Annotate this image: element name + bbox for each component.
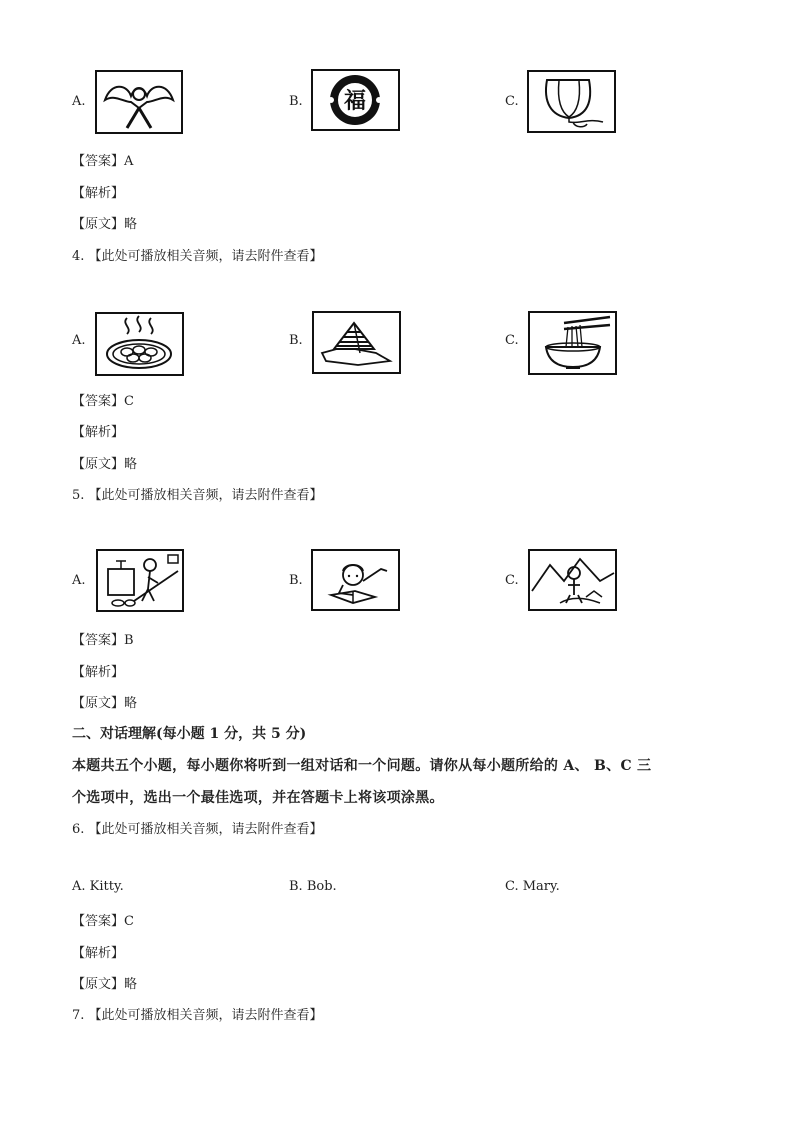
fu-papercut-icon (311, 69, 400, 131)
q4-answer: 【答案】C (72, 394, 134, 409)
q4-option-b-label: B. (289, 333, 303, 348)
q6-analysis: 【解析】 (72, 946, 125, 961)
q6-prompt: 6. 【此处可播放相关音频，请去附件查看】 (72, 822, 323, 837)
q5-prompt: 5. 【此处可播放相关音频，请去附件查看】 (72, 488, 323, 503)
section-instructions-line2: 个选项中，选出一个最佳选项，并在答题卡上将该项涂黑。 (72, 790, 444, 806)
q5-answer: 【答案】B (72, 633, 134, 648)
reading-book-icon (311, 549, 400, 611)
svg-text:福: 福 (343, 88, 367, 114)
noodles-icon (528, 311, 617, 375)
sandwich-icon (312, 311, 401, 374)
q4-original: 【原文】略 (72, 457, 138, 472)
dumplings-icon (95, 312, 184, 376)
q6-option-b: B. Bob. (289, 879, 337, 894)
q4-option-c-label: C. (505, 333, 519, 348)
q3-option-b-label: B. (289, 94, 303, 109)
sweeping-floor-icon (96, 549, 184, 612)
kite-icon (95, 70, 183, 134)
section-title: 二、对话理解(每小题 1 分，共 5 分) (72, 726, 307, 742)
q4-analysis: 【解析】 (72, 425, 125, 440)
q5-option-a-label: A. (72, 573, 86, 588)
q3-original: 【原文】略 (72, 217, 138, 232)
q3-analysis: 【解析】 (72, 186, 125, 201)
q4-option-a-label: A. (72, 333, 86, 348)
lantern-icon (527, 70, 616, 133)
q6-answer: 【答案】C (72, 914, 134, 929)
climbing-mountain-icon (528, 549, 617, 611)
q5-original: 【原文】略 (72, 696, 138, 711)
q3-option-c-label: C. (505, 94, 519, 109)
q6-option-c: C. Mary. (505, 879, 560, 894)
q5-analysis: 【解析】 (72, 665, 125, 680)
q4-prompt: 4. 【此处可播放相关音频，请去附件查看】 (72, 249, 323, 264)
q6-original: 【原文】略 (72, 977, 138, 992)
q7-prompt: 7. 【此处可播放相关音频，请去附件查看】 (72, 1008, 323, 1023)
q5-option-c-label: C. (505, 573, 519, 588)
q3-answer: 【答案】A (72, 154, 134, 169)
q3-option-a-label: A. (72, 94, 86, 109)
q5-option-b-label: B. (289, 573, 303, 588)
q6-option-a: A. Kitty. (72, 879, 124, 894)
section-instructions-line1: 本题共五个小题，每小题你将听到一组对话和一个问题。请你从每小题所给的 A、 B、C 三 (72, 758, 652, 774)
